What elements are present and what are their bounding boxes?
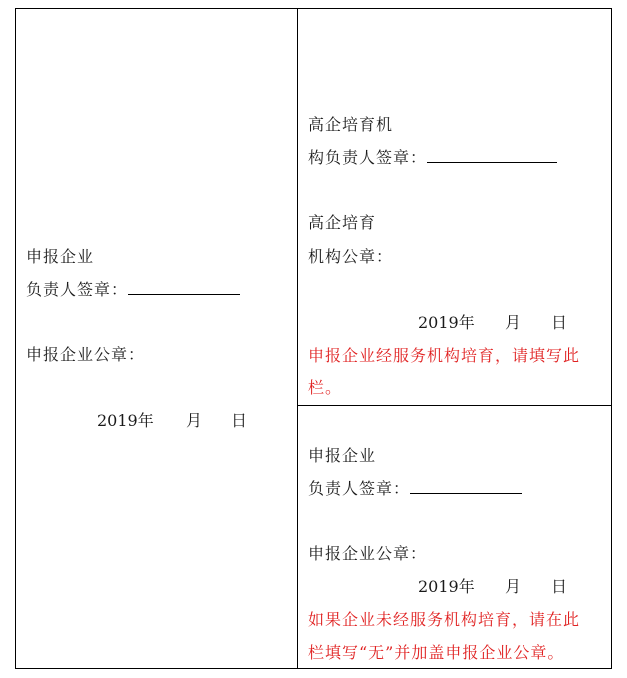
right-bottom-date-day: 日 <box>551 577 568 596</box>
incubator-signature-label-line1: 高企培育机 <box>308 115 394 134</box>
right-top-note-line2: 栏。 <box>308 378 343 397</box>
left-responsible-signature-row <box>26 280 240 300</box>
right-top-date-month: 月 <box>505 313 522 332</box>
left-seal-label: 申报企业公章： <box>26 345 146 364</box>
left-date-day: 日 <box>231 411 248 430</box>
right-bottom-responsible-signature-line[interactable] <box>410 479 522 494</box>
incubator-signature-label-line2: 构负责人签章： <box>308 148 428 167</box>
incubator-signature-line[interactable] <box>427 148 557 163</box>
column-divider <box>297 9 298 668</box>
left-date-year: 2019年 <box>97 411 154 430</box>
right-top-date-day: 日 <box>551 313 568 332</box>
incubator-seal-label-line1: 高企培育 <box>308 213 377 232</box>
incubator-seal-label-line2: 机构公章： <box>308 247 394 266</box>
left-responsible-signature-label: 负责人签章： <box>26 280 129 299</box>
right-bottom-responsible-signature-row <box>308 479 522 499</box>
right-bottom-seal-label: 申报企业公章： <box>308 544 428 563</box>
left-date-month: 月 <box>186 411 203 430</box>
signature-form-table <box>15 8 612 669</box>
right-bottom-responsible-signature-label: 负责人签章： <box>308 479 411 498</box>
incubator-signature-row <box>308 148 557 168</box>
right-top-note-line1: 申报企业经服务机构培育，请填写此 <box>308 346 581 365</box>
row-divider <box>298 405 611 406</box>
right-top-date-year: 2019年 <box>418 313 475 332</box>
right-bottom-date-year: 2019年 <box>418 577 475 596</box>
left-responsible-signature-line[interactable] <box>128 280 240 295</box>
right-bottom-note-line1: 如果企业未经服务机构培育，请在此 <box>308 610 581 629</box>
right-bottom-note-line2: 栏填写“无”并加盖申报企业公章。 <box>308 643 565 662</box>
right-bottom-company-label: 申报企业 <box>308 446 377 465</box>
left-company-label: 申报企业 <box>26 247 95 266</box>
right-bottom-date-month: 月 <box>505 577 522 596</box>
